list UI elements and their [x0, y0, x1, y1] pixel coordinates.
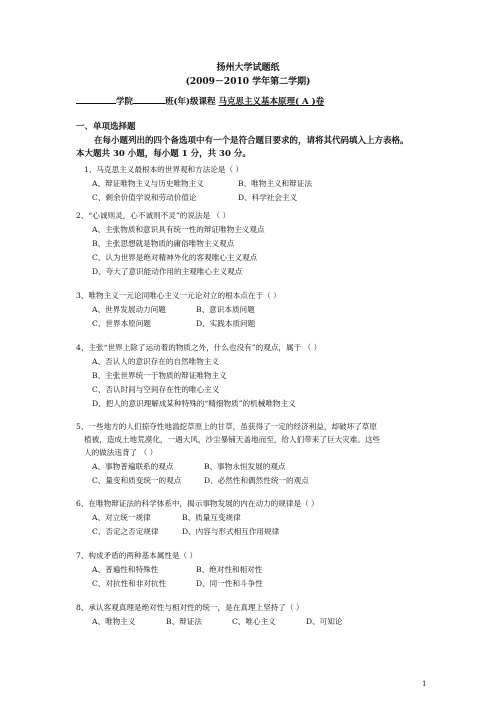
document-title: 扬州大学试题纸 — [216, 63, 280, 73]
class-label: 班(年)级课程 — [165, 97, 216, 107]
option-b: B、辩证法 — [166, 617, 202, 626]
option-a: A、事物普遍联系的观点 — [92, 462, 174, 471]
option-c: C、认为世界是绝对精神外化的客观唯心主义观点 — [92, 253, 258, 262]
class-blank — [133, 95, 165, 104]
option-d: D、实践本质问题 — [196, 319, 256, 328]
question-stem-cont: 植被，造成土地荒漠化，一遇大风，沙尘暴铺天盖地而至，给人们带来了巨大灾难。这些 — [84, 435, 381, 444]
option-b: B、事物永恒发展的观点 — [204, 462, 286, 471]
option-c: C、量变和质变统一的观点 — [92, 476, 182, 485]
option-d: D、内容与形式相互作用规律 — [182, 527, 280, 536]
college-blank — [76, 95, 116, 104]
question-stem: 8、承认客观真理是绝对性与相对性的统一，是在真理上坚持了（ ） — [76, 603, 304, 612]
option-b: B、主张世界统一于物质的辩证唯物主义 — [92, 371, 227, 380]
section-instruction-2: 本大题共 30 小题，每小题 1 分，共 30 分。 — [76, 149, 251, 159]
exam-header-line — [76, 95, 324, 107]
option-c: C、唯心主义 — [232, 617, 276, 626]
option-a: A、辩证唯物主义与历史唯物主义 — [92, 179, 204, 188]
option-c: C、剩余价值学说和劳动价值论 — [92, 193, 197, 202]
section-instruction: 在每小题列出的四个备选项中有一个是符合题目要求的，请将其代码填入上方表格。 — [94, 136, 409, 146]
option-d: D、把人的意识理解成某种特殊的“精细物质”的机械唯物主义 — [92, 399, 296, 408]
question-stem: 4、主张“世界上除了运动着的物质之外，什么也没有”的观点，属于 （ ） — [76, 343, 322, 352]
option-d: D、夸大了意识能动作用的主观唯心主义观点 — [92, 267, 243, 276]
option-a: A、世界发展动力问题 — [92, 305, 166, 314]
paper-version: ( A )卷 — [295, 97, 325, 107]
question-stem: 6、在唯物辩证法的科学体系中，揭示事物发展的内在动力的规律是（ ） — [76, 499, 319, 508]
option-d: D、可知论 — [306, 617, 343, 626]
option-c: C、对抗性和非对抗性 — [92, 579, 167, 588]
option-b: B、绝对性和相对性 — [196, 565, 263, 574]
option-a: A、对立统一规律 — [92, 513, 151, 522]
question-stem: 5、一些地方的人们掠夺性地滥挖草原上的甘草，虽获得了一定的经济利益，却破坏了草原 — [76, 422, 377, 431]
option-d: D、同一性和斗争性 — [196, 579, 263, 588]
question-stem: 2、“心诚则灵，心不诚则不灵”的说法是 （ ） — [76, 211, 231, 220]
option-b: B、唯物主义和辩证法 — [238, 179, 312, 188]
option-d: D、科学社会主义 — [238, 193, 298, 202]
option-c: C、否认时间与空间存在性的唯心主义 — [92, 385, 220, 394]
option-d: D、必然性和偶然性统一的观点 — [204, 476, 309, 485]
college-label: 学院 — [116, 97, 134, 107]
option-c: C、世界本原问题 — [92, 319, 151, 328]
question-stem: 3、唯物主义一元论同唯心主义一元论对立的根本点在于（ ） — [76, 291, 281, 300]
question-stem: 1、马克思主义最根本的世界观和方法论是（ ） — [84, 165, 244, 174]
academic-term: (2009－2010 学年第二学期) — [185, 77, 311, 87]
option-a: A、否认人的意识存在的自然唯物主义 — [92, 357, 219, 366]
option-a: A、普遍性和特殊性 — [92, 565, 159, 574]
option-a: A、主张物质和意识具有统一性的辩证唯物主义观点 — [92, 225, 265, 234]
section-heading: 一、单项选择题 — [76, 122, 136, 132]
option-b: B、质量互变规律 — [182, 513, 241, 522]
course-name: 马克思主义基本原理 — [218, 97, 296, 107]
option-b: B、意识本质问题 — [196, 305, 255, 314]
option-a: A、唯物主义 — [92, 617, 136, 626]
question-stem-cont: 人的做法违背了 （ ） — [84, 448, 158, 457]
page-number: 1 — [422, 680, 427, 688]
option-c: C、否定之否定规律 — [92, 527, 159, 536]
option-b: B、主张思想就是物质的庸俗唯物主义观点 — [92, 239, 235, 248]
question-stem: 7、构成矛盾的两种基本属性是（ ） — [76, 551, 198, 560]
